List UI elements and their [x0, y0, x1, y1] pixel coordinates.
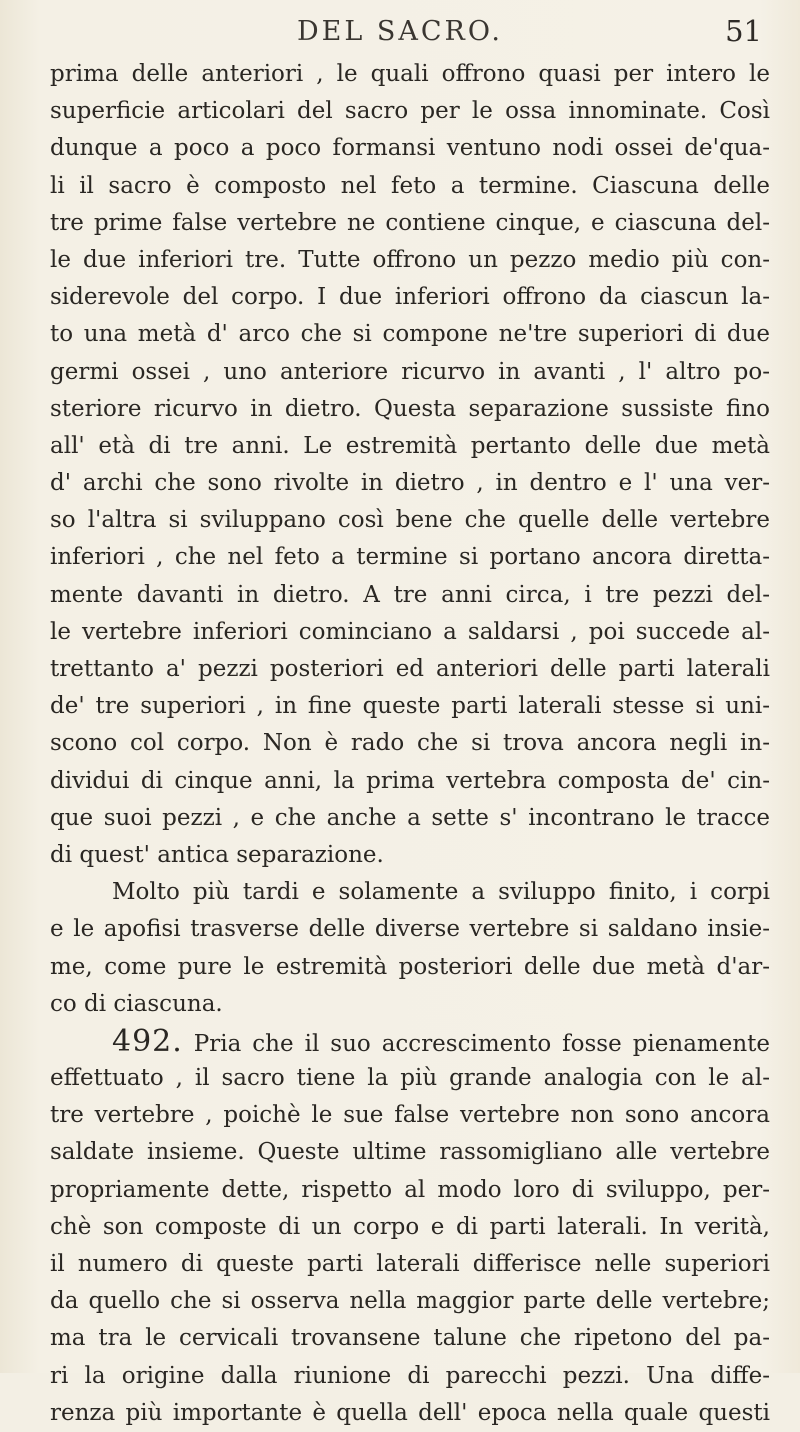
text-line: germi ossei , uno anteriore ricurvo in avanti , l' altro po-	[50, 358, 770, 385]
text-line: de' tre superiori , in fine queste parti laterali stesse si uni-	[50, 693, 770, 720]
text-line: dividui di cinque anni, la prima vertebra composta de' cin-	[50, 767, 770, 794]
text-line: so l'altra si sviluppano così bene che quelle delle vertebre	[50, 507, 770, 534]
text-line: tre prime false vertebre ne contiene cinque, e ciascuna del-	[50, 209, 770, 236]
text-line: co di ciascuna.	[50, 990, 223, 1017]
paragraph-text: Pria che il suo accrescimento fosse pienamente	[193, 1030, 770, 1057]
text-line: il numero di queste parti laterali differisce nelle superiori	[50, 1251, 770, 1277]
text-line: Molto più tardi e solamente a sviluppo finito, i corpi	[112, 879, 770, 906]
text-line: e le apofisi trasverse delle diverse vertebre si saldano insie-	[50, 916, 770, 943]
text-line: le vertebre inferiori cominciano a saldarsi , poi succede al-	[50, 618, 770, 645]
text-line: to una metà d' arco che si compone ne'tre superiori di due	[50, 321, 770, 348]
text-line: mente davanti in dietro. A tre anni circa, i tre pezzi del-	[50, 581, 770, 608]
running-title: DEL SACRO.	[297, 16, 503, 47]
text-line: que suoi pezzi , e che anche a sette s' incontrano le tracce	[50, 804, 770, 831]
text-line: inferiori , che nel feto a termine si portano ancora diretta-	[50, 544, 770, 571]
text-line: li il sacro è composto nel feto a termine. Ciascuna delle	[50, 172, 770, 199]
text-line: ma tra le cervicali trovansene talune che ripetono del pa-	[50, 1325, 770, 1352]
text-line: all' età di tre anni. Le estremità pertanto delle due metà	[50, 432, 770, 459]
page-number: 51	[725, 14, 762, 48]
text-line: prima delle anteriori , le quali offrono quasi per intero le	[50, 61, 770, 87]
text-line: renza più importante è quella dell' epoca nella quale questi	[50, 1399, 770, 1426]
text-line: scono col corpo. Non è rado che si trova ancora negli in-	[50, 730, 770, 757]
text-line: ri la origine dalla riunione di parecchi pezzi. Una diffe-	[50, 1362, 770, 1389]
text-line: chè son composte di un corpo e di parti laterali. In verità,	[50, 1213, 770, 1240]
text-line: da quello che si osserva nella maggior parte delle vertebre;	[50, 1288, 770, 1315]
paragraph-number: 492.	[112, 1023, 183, 1059]
text-line: dunque a poco a poco formansi ventuno nodi ossei de'qua-	[50, 135, 770, 162]
text-line: effettuato , il sacro tiene la più grande analogia con le al-	[50, 1065, 770, 1092]
text-line: me, come pure le estremità posteriori delle due metà d'ar-	[50, 953, 770, 980]
text-line: siderevole del corpo. I due inferiori offrono da ciascun la-	[50, 284, 770, 311]
text-line: d' archi che sono rivolte in dietro , in dentro e l' una ver-	[50, 470, 770, 497]
text-line: le due inferiori tre. Tutte offrono un pezzo medio più con-	[50, 246, 770, 273]
text-line: saldate insieme. Queste ultime rassomigliano alle vertebre	[50, 1139, 770, 1166]
text-line: superficie articolari del sacro per le ossa innominate. Così	[50, 98, 770, 125]
text-line: propriamente dette, rispetto al modo loro di sviluppo, per-	[50, 1176, 770, 1203]
body-text	[50, 56, 770, 1432]
text-line: tre vertebre , poichè le sue false vertebre non sono ancora	[50, 1102, 770, 1129]
text-line: steriore ricurvo in dietro. Questa separazione sussiste fino	[50, 395, 770, 422]
text-line: di quest' antica separazione.	[50, 841, 384, 868]
running-head	[0, 8, 800, 58]
paragraph-start-line	[50, 1023, 770, 1060]
text-line: trettanto a' pezzi posteriori ed anteriori delle parti laterali	[50, 656, 770, 682]
